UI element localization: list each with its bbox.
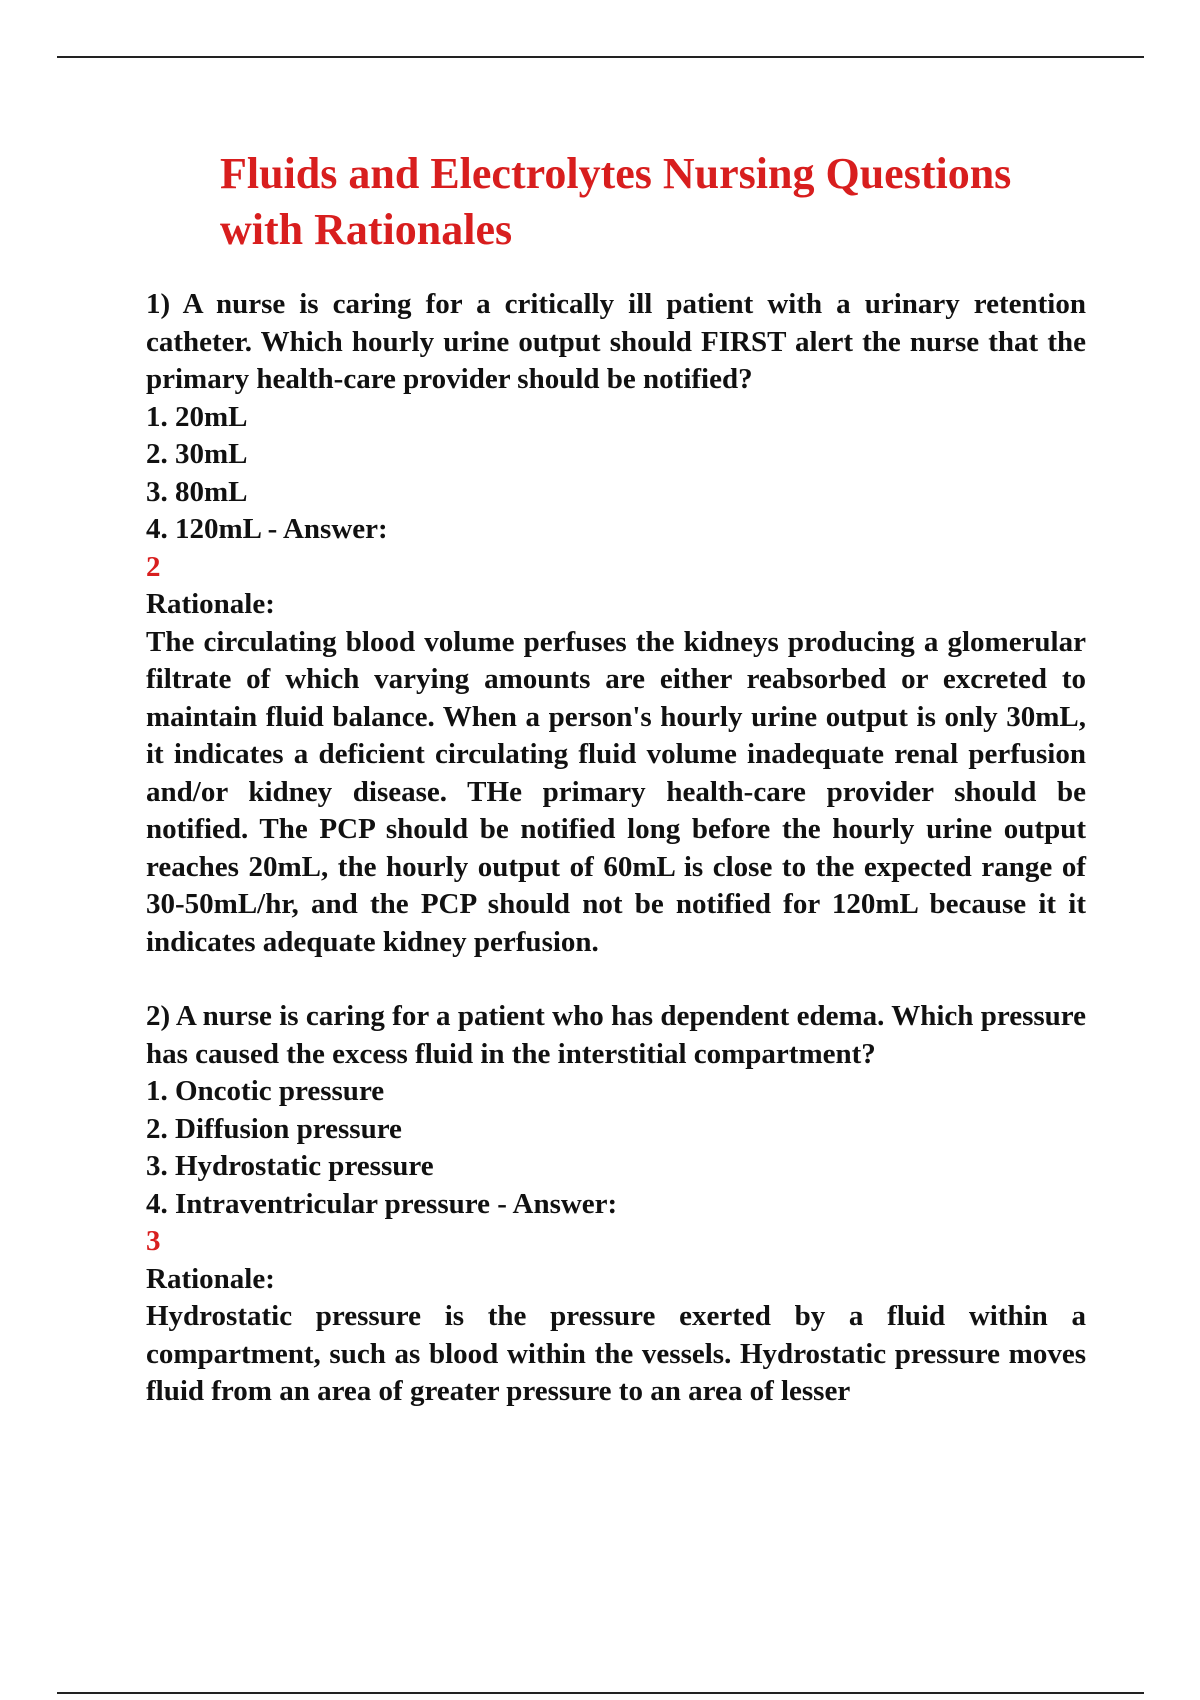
- rationale-text: Hydrostatic pressure is the pressure exerted by a fluid within a compartment, such as blood within the vessels. Hydrostatic pressure moves fluid from an area of greater pressure to an area of lesser: [146, 1300, 1086, 1407]
- correct-answer: 2: [146, 550, 161, 583]
- rationale-text: The circulating blood volume perfuses the kidneys producing a glomerular filtrate of which varying amounts are either reabsorbed or excreted to maintain fluid balance. When a person's hourly urine output is only 30mL, it indicates a deficient circulating fluid volume inadequate renal perfusion and/or kidney disease. THe primary health-care provider should be notified. The PCP should be notified long before the hourly urine output reaches 20mL, the hourly output of 60mL is close to the expected range of 30-50mL/hr, and the PCP should not be notified for 120mL because it it indicates adequate kidney perfusion.: [146, 625, 1086, 958]
- top-rule: [57, 56, 1144, 58]
- answer-option: 2. 30mL: [146, 438, 248, 470]
- answer-option: 3. Hydrostatic pressure: [146, 1150, 434, 1182]
- question-block: [146, 998, 1086, 1411]
- answer-option: 4. Intraventricular pressure - Answer:: [146, 1187, 618, 1220]
- rationale-label: Rationale:: [146, 588, 275, 620]
- question-spacer: [146, 961, 1086, 998]
- answer-option: 4. 120mL - Answer:: [146, 513, 388, 545]
- question-stem: 1) A nurse is caring for a critically ill patient with a urinary retention catheter. Which hourly urine output should FIRST alert the nurse that the primary health-care provider should be notified?: [146, 288, 1086, 395]
- bottom-rule: [57, 1692, 1144, 1694]
- answer-option: 2. Diffusion pressure: [146, 1112, 402, 1145]
- question-stem: 2) A nurse is caring for a patient who has dependent edema. Which pressure has caused the excess fluid in the interstitial compartment?: [146, 1000, 1086, 1070]
- correct-answer: 3: [146, 1225, 161, 1257]
- document-title: Fluids and Electrolytes Nursing Questions with Rationales: [220, 149, 1012, 254]
- document-body: [146, 286, 1086, 1411]
- answer-option: 1. 20mL: [146, 400, 248, 433]
- answer-option: 1. Oncotic pressure: [146, 1075, 385, 1107]
- question-block: [146, 286, 1086, 961]
- answer-option: 3. 80mL: [146, 475, 248, 508]
- rationale-label: Rationale:: [146, 1262, 275, 1295]
